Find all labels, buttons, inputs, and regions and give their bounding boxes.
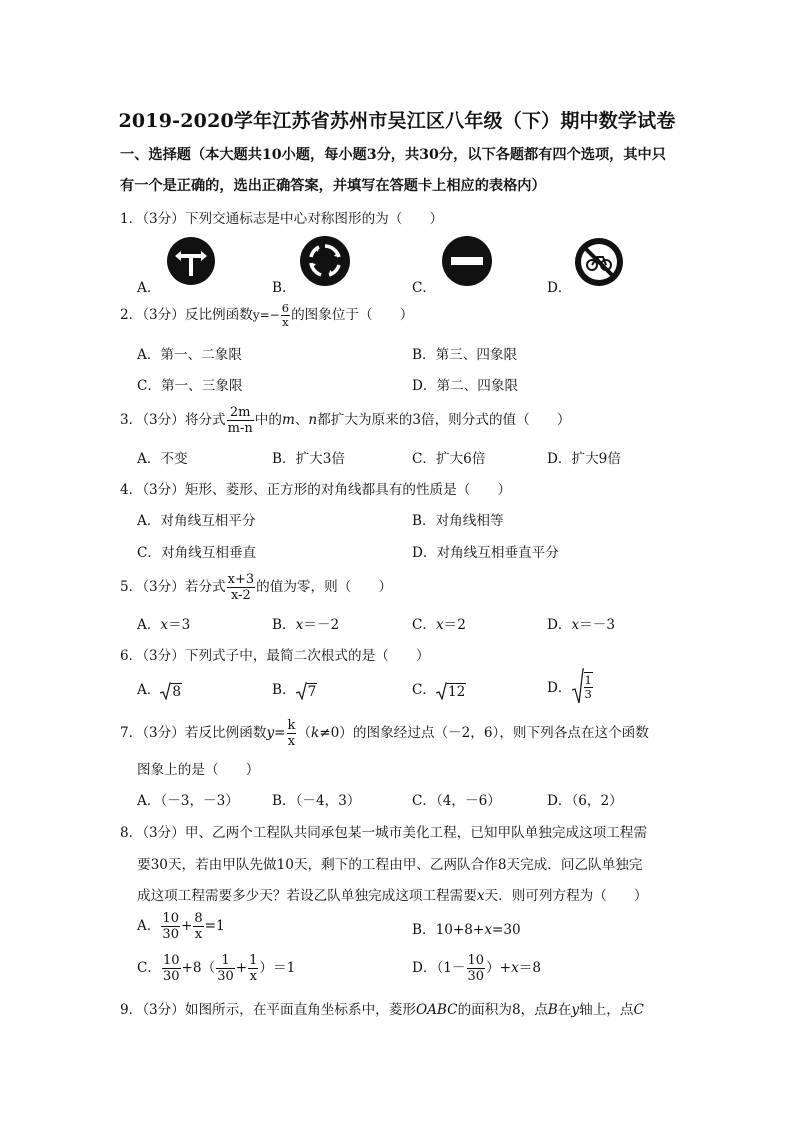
q6-option-c[interactable]: [412, 678, 466, 700]
question-4-stem: 4．（3分）矩形、菱形、正方形的对角线都具有的性质是（ ）: [120, 482, 512, 498]
q5-a-label: A．: [137, 617, 161, 633]
q8-c-plus: +: [235, 960, 248, 976]
q3-option-d[interactable]: D．扩大9倍: [547, 451, 621, 467]
q8-option-b[interactable]: [412, 918, 521, 938]
q6-option-d[interactable]: [547, 668, 593, 704]
q2-option-b[interactable]: B．第三、四象限: [412, 347, 518, 363]
q8-c-frac3-num: 1: [249, 953, 258, 968]
q8-var-x: x: [476, 888, 485, 904]
radical-sign-icon: [572, 668, 584, 704]
q8-d-frac-den: 30: [467, 969, 485, 984]
q8-b-var: x: [484, 922, 492, 938]
question-2-stem: [120, 302, 685, 329]
q5-b-var: x: [295, 617, 304, 633]
q8-c-label: C．: [137, 960, 161, 976]
q3-option-c[interactable]: C．扩大6倍: [412, 451, 486, 467]
q9-mid2: 在: [557, 1002, 572, 1018]
q8-line3-suffix: 天．则可列方程为（ ）: [484, 888, 648, 904]
q5-a-var: x: [160, 617, 169, 633]
q3-suffix: 都扩大为原来的3倍，则分式的值（ ）: [317, 412, 571, 428]
q5-numerator: x+3: [227, 572, 255, 587]
q9-prefix: 9．（3分）如图所示，在平面直角坐标系中，菱形: [120, 1002, 416, 1018]
q8-d-frac-num: 10: [467, 953, 485, 968]
q2-suffix: 的图象位于（ ）: [291, 307, 414, 323]
q7-option-a[interactable]: A．（－3，－3）: [137, 793, 239, 809]
q6-a-radical: [160, 682, 182, 700]
q1-option-a-label[interactable]: A．: [137, 280, 161, 296]
q8-a-frac1-num: 10: [162, 911, 179, 926]
q4-option-b[interactable]: B．对角线相等: [412, 513, 504, 529]
q2-denominator: x: [282, 315, 289, 329]
q8-c-frac3: [248, 953, 258, 984]
q8-c-frac3-den: x: [249, 969, 257, 984]
q6-d-numerator: 1: [584, 672, 592, 687]
q8-c-tail: ）＝1: [259, 960, 296, 976]
q7-var-k: k: [311, 725, 320, 741]
question-6-stem: 6．（3分）下列式子中，最简二次根式的是（ ）: [120, 648, 430, 664]
q7-option-b[interactable]: B．（－4，3）: [272, 793, 361, 809]
q5-option-a[interactable]: [137, 613, 190, 633]
q9-mid: 的面积为8，点: [457, 1002, 548, 1018]
question-9-stem: [120, 998, 685, 1018]
question-8-line3: [137, 884, 702, 904]
turn-left-right-sign-icon: [166, 236, 216, 286]
question-8-line2: 要30天，若由甲队先做10天，剩下的工程由甲、乙两队合作8天完成．问乙队单独完: [137, 857, 643, 873]
q9-point-b: B: [547, 1002, 558, 1018]
q7-option-d[interactable]: D．（6，2）: [547, 793, 623, 809]
q3-var-m: m: [281, 412, 295, 428]
q2-option-c[interactable]: C．第一、三象限: [137, 378, 243, 394]
q8-c-frac2: [216, 953, 235, 984]
q3-denominator: m-n: [227, 421, 253, 436]
q2-y-eq: y=−: [252, 308, 280, 322]
q5-c-label: C．: [412, 617, 436, 633]
q8-a-frac1-den: 30: [162, 927, 179, 942]
q6-a-radicand: 8: [172, 683, 182, 700]
q4-option-d[interactable]: D．对角线互相垂直平分: [412, 545, 559, 561]
q8-a-plus: +: [180, 918, 193, 934]
q3-numerator: 2m: [227, 405, 254, 421]
q6-c-label: C．: [412, 682, 436, 698]
q7-equals: =: [274, 725, 286, 741]
q3-option-b[interactable]: B．扩大3倍: [272, 451, 346, 467]
q5-c-var: x: [436, 617, 444, 633]
q3-fraction: [227, 405, 254, 436]
q5-d-label: D．: [547, 617, 572, 633]
question-7-stem-line1: [120, 718, 685, 749]
q3-var-n: n: [308, 412, 318, 428]
q7-option-c[interactable]: C．（4，－6）: [412, 793, 501, 809]
q5-a-value: ＝3: [168, 617, 191, 633]
q8-d-frac: [467, 953, 486, 984]
q8-d-var: x: [511, 960, 519, 976]
q5-denominator: x-2: [231, 588, 251, 603]
q8-a-frac2-den: x: [194, 927, 203, 942]
q6-d-fraction: [584, 672, 593, 701]
q8-a-frac2: [193, 911, 203, 942]
q7-fraction: [287, 718, 297, 749]
q6-c-radical: [436, 682, 466, 700]
q3-prefix: 3．（3分）将分式: [120, 412, 226, 428]
q6-option-a[interactable]: [137, 678, 182, 700]
q5-suffix: 的值为零，则（ ）: [256, 579, 393, 595]
q2-prefix: 2．（3分）反比例函数: [120, 307, 253, 323]
q3-option-a[interactable]: A．不变: [137, 451, 188, 467]
q9-axis-y: y: [571, 1002, 580, 1018]
q5-option-d[interactable]: [547, 613, 615, 633]
q7-prefix: 7．（3分）若反比例函数: [120, 725, 267, 741]
q8-a-tail: =1: [204, 918, 225, 934]
q8-b-text: B．10+8+: [412, 922, 485, 938]
q5-option-b[interactable]: [272, 613, 339, 633]
no-bicycles-sign-icon: [574, 237, 624, 287]
q7-numerator: k: [287, 718, 296, 733]
q7-var-y: y: [266, 725, 275, 741]
q2-option-a[interactable]: A．第一、二象限: [137, 347, 242, 363]
q6-b-radical: [296, 682, 318, 700]
q7-denominator: x: [287, 734, 296, 749]
q6-option-b[interactable]: [272, 678, 317, 700]
q4-option-a[interactable]: A．对角线互相平分: [137, 513, 256, 529]
no-entry-sign-icon: [441, 235, 493, 287]
q8-b-tail: =30: [491, 922, 521, 938]
q1-option-d-label[interactable]: D．: [547, 280, 572, 296]
q9-mid3: 轴上，点: [579, 1002, 634, 1018]
section-heading: 一、选择题（本大题共10小题，每小题3分，共30分，以下各题都有四个选项，其中只有一个是正确的，选出正确答案，并填写在答题卡上相应的表格内）: [120, 147, 666, 194]
q6-d-label: D．: [547, 680, 572, 696]
question-7-stem-line2: 图象上的是（ ）: [137, 762, 260, 778]
q5-b-label: B．: [272, 617, 296, 633]
q8-option-c[interactable]: [137, 953, 295, 984]
roundabout-sign-icon: [299, 235, 351, 287]
q8-c-frac1-num: 10: [163, 953, 180, 968]
q6-c-radicand: 12: [448, 683, 466, 700]
q8-line3-prefix: 成这项工程需要多少天？若设乙队单独完成这项工程需要: [137, 888, 477, 904]
q8-d-label: D．（1－: [412, 960, 466, 976]
q3-sep: 、: [294, 412, 309, 428]
q8-c-frac2-num: 1: [216, 953, 235, 969]
radical-sign-icon: [296, 682, 307, 700]
q8-a-frac2-num: 8: [194, 911, 203, 926]
q5-b-value: ＝－2: [303, 617, 340, 633]
radical-sign-icon: [436, 682, 447, 700]
q6-d-denominator: 3: [584, 686, 592, 701]
q1-option-b-label[interactable]: B．: [272, 280, 296, 296]
q9-rhombus-name: OABC: [415, 1002, 458, 1018]
q5-d-var: x: [571, 617, 580, 633]
q8-c-mid: +8（: [181, 960, 216, 976]
q5-fraction: [227, 572, 256, 603]
q8-c-frac1-den: 30: [163, 969, 180, 984]
q6-b-radicand: 7: [307, 683, 317, 700]
q8-a-frac1: [161, 911, 180, 942]
q2-fraction: [281, 302, 290, 329]
q8-c-frac1: [162, 953, 181, 984]
q8-d-tail: ＝8: [518, 960, 541, 976]
question-3-stem: [120, 405, 685, 436]
q7-cond-open: （: [297, 725, 311, 741]
q5-c-value: ＝2: [443, 617, 466, 633]
q6-d-radical: [572, 668, 593, 704]
q8-option-a[interactable]: [137, 911, 225, 942]
page-title: 2019-2020学年江苏省苏州市吴江区八年级（下）期中数学试卷: [118, 110, 676, 132]
q6-b-label: B．: [272, 682, 296, 698]
q9-point-c: C: [633, 1002, 644, 1018]
question-8-line1: 8．（3分）甲、乙两个工程队共同承包某一城市美化工程，已知甲队单独完成这项工程需: [120, 825, 648, 841]
q5-d-value: ＝－3: [579, 617, 616, 633]
q8-c-frac2-den: 30: [217, 969, 234, 984]
q3-mid: 中的: [254, 412, 282, 428]
question-5-stem: [120, 572, 685, 603]
q4-option-c[interactable]: C．对角线互相垂直: [137, 545, 257, 561]
q8-d-mid: ）+: [486, 960, 512, 976]
q6-a-label: A．: [137, 682, 161, 698]
q8-a-label: A．: [137, 918, 161, 934]
q7-suffix: ≠0）的图象经过点（－2，6），则下列各点在这个函数: [319, 725, 649, 741]
q2-numerator: 6: [281, 301, 290, 315]
q2-option-d[interactable]: D．第二、四象限: [412, 378, 519, 394]
q5-prefix: 5．（3分）若分式: [120, 579, 226, 595]
q8-option-d[interactable]: [412, 953, 541, 984]
radical-sign-icon: [160, 682, 171, 700]
q5-option-c[interactable]: [412, 613, 466, 633]
q1-option-c-label[interactable]: C．: [412, 280, 436, 296]
question-1-stem: 1．（3分）下列交通标志是中心对称图形的为（ ）: [120, 211, 444, 227]
